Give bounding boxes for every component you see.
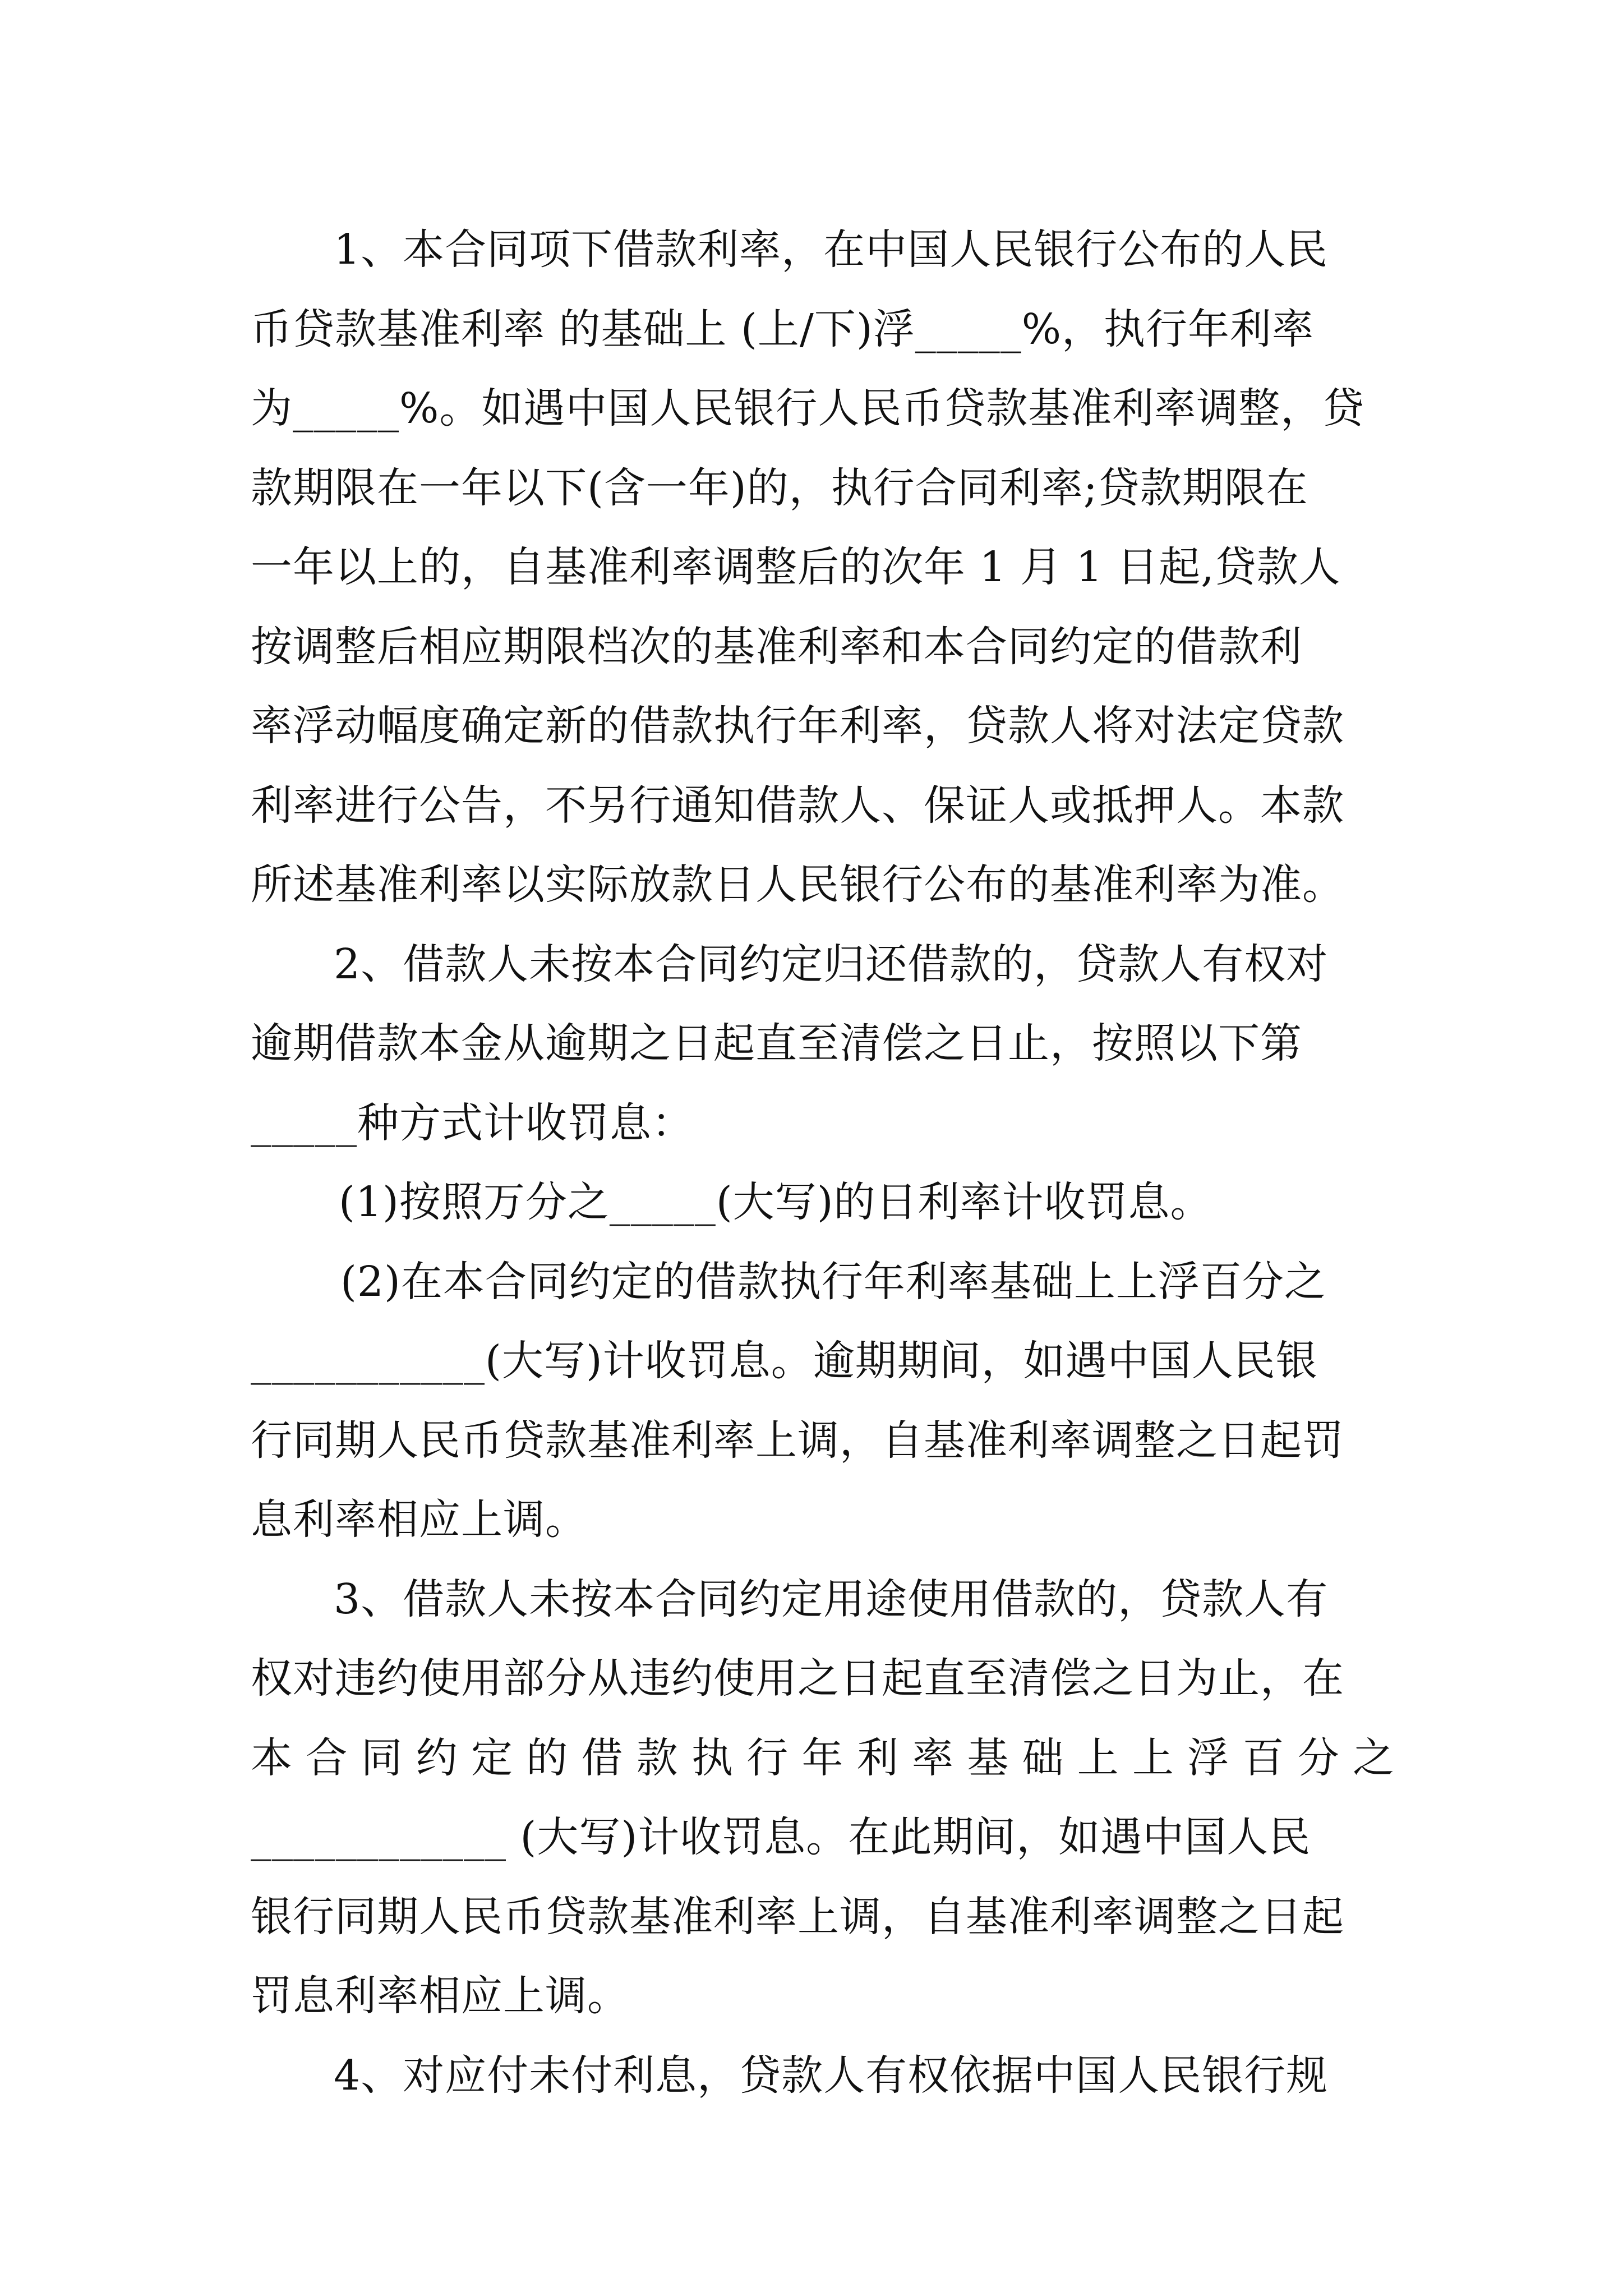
clause-1-line-8: 利率进行公告，不另行通知借款人、保证人或抵押人。本款	[251, 781, 1344, 830]
clause-2-option-1: (1)按照万分之_____(大写)的日利率计收罚息。	[339, 1178, 1212, 1226]
clause-1-line-2: 币贷款基准利率 的基础上 (上/下)浮_____%，执行年利率	[251, 305, 1315, 353]
clause-2-option-2-line-1: (2)在本合同约定的借款执行年利率基础上上浮百分之	[340, 1257, 1326, 1306]
clause-1-line-7: 率浮动幅度确定新的借款执行年利率，贷款人将对法定贷款	[251, 702, 1344, 750]
clause-1-line-9: 所述基准利率以实际放款日人民银行公布的基准利率为准。	[251, 861, 1344, 909]
clause-2-option-2-line-4: 息利率相应上调。	[251, 1496, 587, 1544]
clause-1-line-1: 1、本合同项下借款利率，在中国人民银行公布的人民	[334, 226, 1329, 274]
clause-2-option-2-line-3: 行同期人民币贷款基准利率上调，自基准利率调整之日起罚	[251, 1416, 1344, 1465]
clause-3-line-4: ____________ (大写)计收罚息。在此期间，如遇中国人民	[251, 1813, 1311, 1861]
clause-3-line-2: 权对违约使用部分从违约使用之日起直至清偿之日为止，在	[251, 1654, 1344, 1703]
clause-2-line-1: 2、借款人未按本合同约定归还借款的，贷款人有权对	[334, 940, 1329, 988]
clause-1-line-6: 按调整后相应期限档次的基准利率和本合同约定的借款利	[251, 622, 1302, 671]
clause-4-line-1: 4、对应付未付利息，贷款人有权依据中国人民银行规	[334, 2051, 1329, 2100]
clause-3-line-5: 银行同期人民币贷款基准利率上调，自基准利率调整之日起	[251, 1892, 1344, 1941]
clause-3-line-1: 3、借款人未按本合同约定用途使用借款的，贷款人有	[334, 1575, 1329, 1623]
clause-1-line-4: 款期限在一年以下(含一年)的，执行合同利率;贷款期限在	[251, 463, 1308, 512]
clause-1-line-3: 为_____%。如遇中国人民银行人民币贷款基准利率调整，贷	[251, 384, 1365, 432]
clause-3-line-3: 本合同约定的借款执行年利率基础上上浮百分之	[251, 1733, 1395, 1782]
clause-3-line-6: 罚息利率相应上调。	[251, 1972, 629, 2020]
document-body	[251, 210, 1395, 2115]
clause-2-option-2-line-2: ___________(大写)计收罚息。逾期期间，如遇中国人民银	[251, 1337, 1318, 1385]
clause-2-line-2: 逾期借款本金从逾期之日起直至清偿之日止，按照以下第	[251, 1019, 1302, 1068]
clause-2-line-3: _____种方式计收罚息：	[251, 1098, 694, 1147]
clause-1-line-5: 一年以上的，自基准利率调整后的次年 1 月 1 日起,贷款人	[251, 543, 1341, 591]
